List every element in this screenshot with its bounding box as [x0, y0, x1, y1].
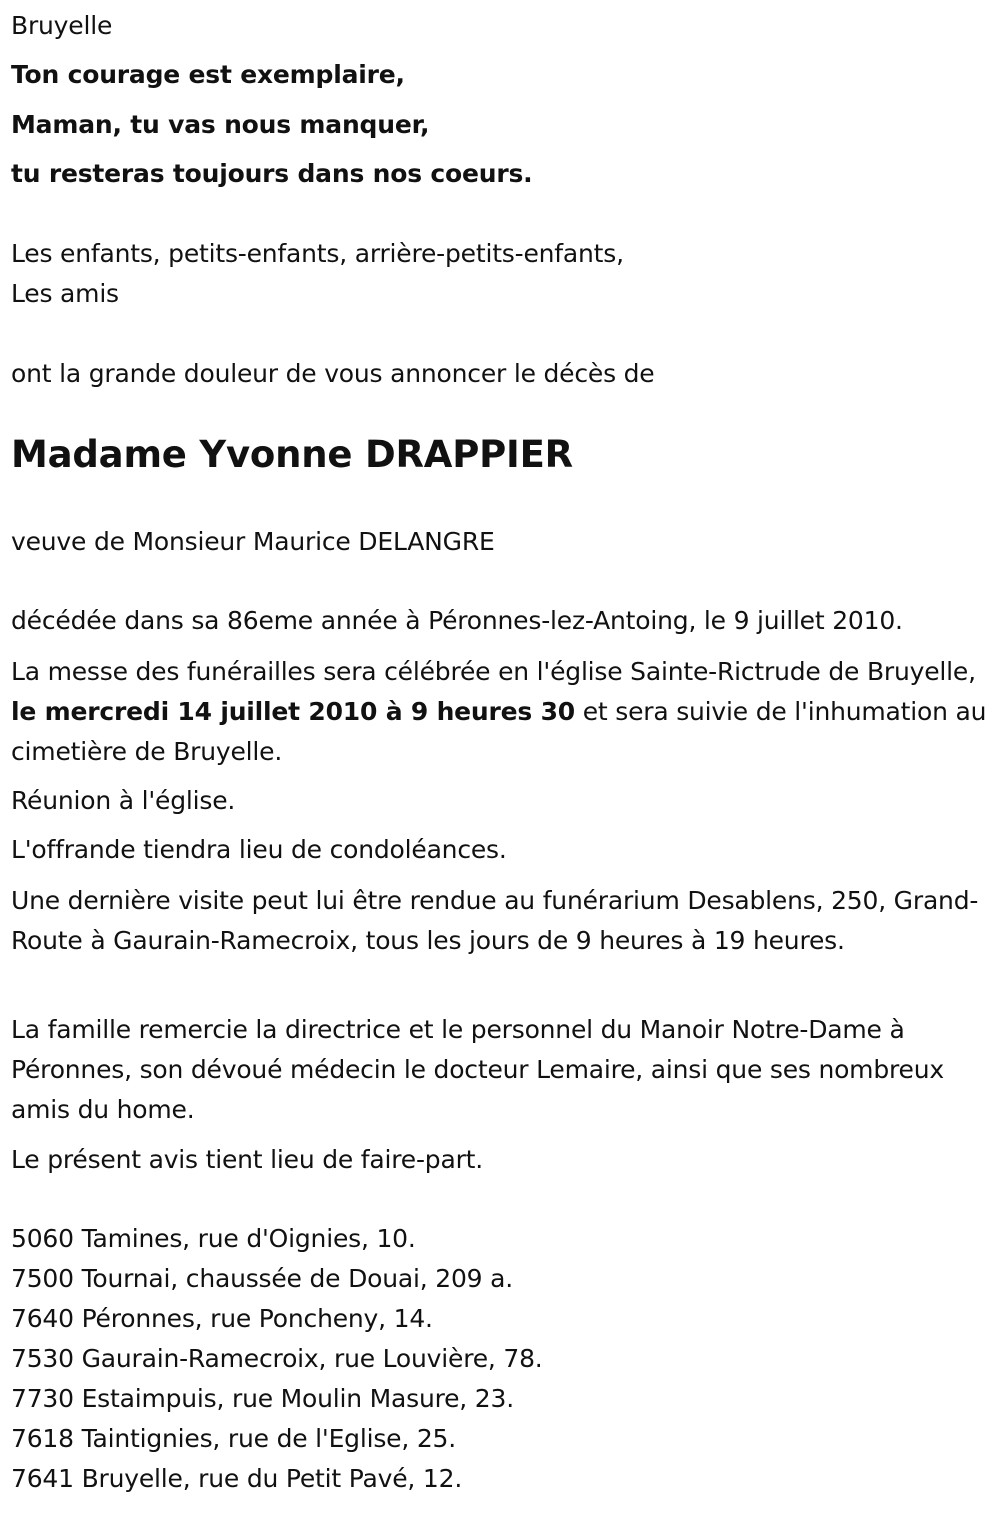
notice-text: Le présent avis tient lieu de faire-part. — [11, 1145, 484, 1174]
address-list — [11, 1219, 991, 1499]
location-heading: Bruyelle — [11, 11, 113, 40]
funeral-paragraph — [11, 652, 991, 772]
offering-text: L'offrande tiendra lieu de condoléances. — [11, 835, 507, 864]
meeting-text: Réunion à l'église. — [11, 786, 236, 815]
funeral-text-before: La messe des funérailles sera célébrée en l'église Sainte-Rictrude de Bruyelle, — [11, 657, 976, 686]
verse-line-3: tu resteras toujours dans nos coeurs. — [11, 159, 533, 188]
address-line: 5060 Tamines, rue d'Oignies, 10. — [11, 1224, 416, 1253]
family-line-1: Les enfants, petits-enfants, arrière-petits-enfants, — [11, 239, 624, 268]
address-line: 7500 Tournai, chaussée de Douai, 209 a. — [11, 1264, 513, 1293]
family-line-2: Les amis — [11, 279, 119, 308]
address-line: 7641 Bruyelle, rue du Petit Pavé, 12. — [11, 1464, 463, 1493]
funeral-date-highlight: le mercredi 14 juillet 2010 à 9 heures 30 — [11, 697, 575, 726]
announcement-text: ont la grande douleur de vous annoncer le décès de — [11, 359, 655, 388]
spouse-text: veuve de Monsieur Maurice DELANGRE — [11, 527, 495, 556]
verse-line-2: Maman, tu vas nous manquer, — [11, 110, 430, 139]
address-line: 7530 Gaurain-Ramecroix, rue Louvière, 78. — [11, 1344, 543, 1373]
address-line: 7730 Estaimpuis, rue Moulin Masure, 23. — [11, 1384, 514, 1413]
visit-paragraph: Une dernière visite peut lui être rendue au funérarium Desablens, 250, Grand-Route à Gaurain-Ramecroix, tous les jours de 9 heures à 19 heures. — [11, 886, 979, 955]
death-details: décédée dans sa 86eme année à Péronnes-lez-Antoing, le 9 juillet 2010. — [11, 606, 903, 635]
address-line: 7640 Péronnes, rue Poncheny, 14. — [11, 1304, 433, 1333]
thanks-paragraph: La famille remercie la directrice et le personnel du Manoir Notre-Dame à Péronnes, son dévoué médecin le docteur Lemaire, ainsi que ses nombreux amis du home. — [11, 1015, 944, 1124]
verse-line-1: Ton courage est exemplaire, — [11, 60, 405, 89]
deceased-name: Madame Yvonne DRAPPIER — [11, 433, 573, 476]
funeral-text-after: et sera suivie de l'inhumation au cimetière de Bruyelle. — [11, 697, 987, 766]
address-line: 7618 Taintignies, rue de l'Eglise, 25. — [11, 1424, 457, 1453]
